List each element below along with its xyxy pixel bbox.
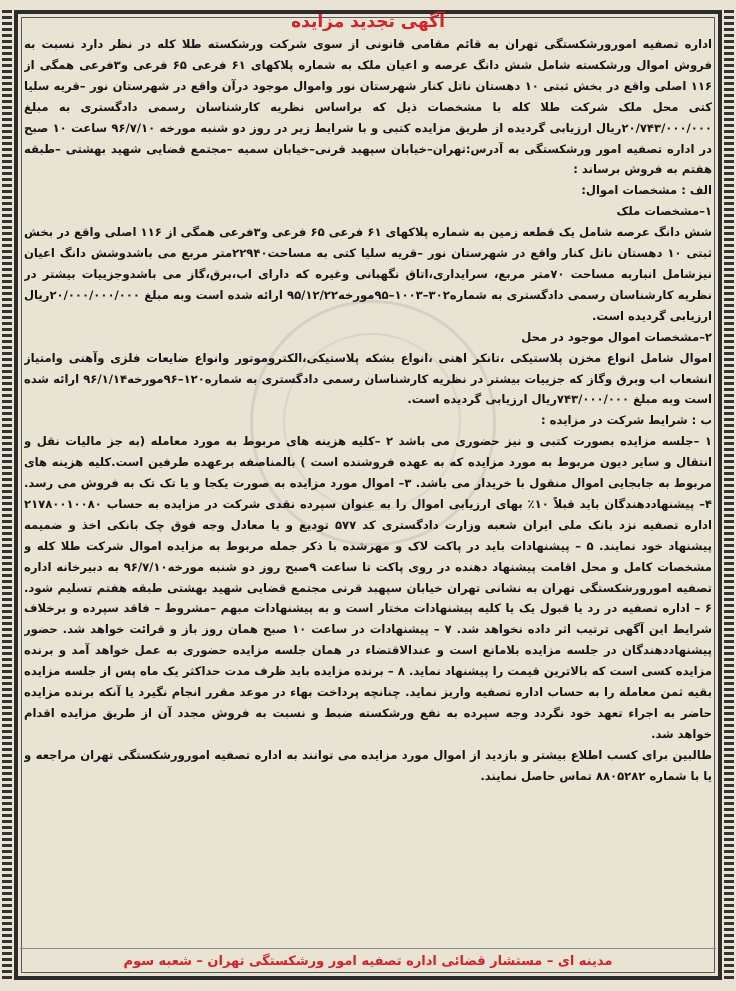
notice-footer: مدینه ای – مستشار قضائی اداره تصفیه امور ورشکستگی تهران – شعبه سوم bbox=[123, 954, 613, 969]
intro-paragraph: اداره تصفیه امورورشکستگی تهران به قائم مقامی قانونی از سوی شرکت ورشکسته طلا کله در نظر دارد نسبت به فروش اموال ورشکسته شامل شش دانگ عرصه و اعیان ملک به شماره پلاکهای ۶۱ فرعی ۶۵ فرعی و۳فرعی همگی از ۱۱۶ اصلی واقع در بخش ثبتی ۱۰ دهستان ناتل کنار شهرستان نور واموال موجود درآن واقع در شهرستان نور –قریه سلیا کتی محل ملک شرکت طلا کله با مشخصات ذیل که براساس نظریه کارشناسان رسمی دادگستری به مبلغ ۲۰/۷۴۳/۰۰۰/۰۰۰ریال ارزیابی گردیده از طریق مزایده کتبی و با شرایط زیر در روز دو شنبه مورخه ۹۶/۷/۱۰ ساعت ۱۰ صبح در اداره تصفیه امور ورشکستگی به آدرس:تهران–خیابان سپهبد قرنی–خیابان سمیه –مجتمع قضایی شهید بهشتی –طبقه هفتم به فروش برساند : bbox=[24, 37, 712, 177]
item2-heading: ۲–مشخصات اموال موجود در محل bbox=[521, 329, 712, 344]
section-b-heading: ب : شرایط شرکت در مزایده : bbox=[540, 413, 712, 428]
item2-paragraph: اموال شامل انواع مخزن پلاستیکی ،تانکر اهنی ،انواع بشکه پلاستیکی،الکتروموتور وانواع ضایعات فلزی وآهنی وامتیاز انشعاب اب وبرق وگاز که جزییات بیشتر در نظریه کارشناسان رسمی دادگستری به شماره۱۲۰–۹۶مورخه۹۶/۱/۱۴ ارائه شده است وبه مبلغ ۷۴۳/۰۰۰/۰۰۰ریال ارزیابی گردیده است. bbox=[24, 350, 712, 407]
notice-title: آگهی تجدید مزایده bbox=[291, 12, 445, 32]
decorative-left-border bbox=[2, 10, 12, 980]
conditions-paragraph: ۱ –جلسه مزایده بصورت کتبی و نیز حضوری می باشد ۲ –کلیه هزینه های مربوط به مورد معامله (به جز مالیات نقل و انتقال و سایر دیون مربوط به مورد مزایده که به عهده فروشنده است ) بالمناصفه برعهده طرفین است.کلیه هزینه های مربوط به جابجایی اموال منقول با خریدار می باشد. ۳– اموال مورد مزایده به صورت یکجا و یا تک تک به فروش می رسد. ۴– پیشنهاددهندگان باید قبلاً ۱۰٪ بهای ارزیابی اموال را به عنوان سپرده نقدی شرکت در مزایده به حساب ۲۱۷۸۰۰۱۰۰۸۰ اداره تصفیه نزد بانک ملی ایران شعبه وزارت دادگستری کد ۵۷۷ تودیع و یا معادل وجه فوق چک بانکی اخذ و ضمیمه پیشنهاد خود نمایند. ۵ – پیشنهادات باید در پاکت لاک و مهرشده با ذکر جمله مربوط به مزایده اموال شرکت طلا کله و مشخصات کامل و محل اقامت پیشنهاد دهنده در روی پاکت تا ساعت ۹صبح روز دو شنبه مورخه۹۶/۷/۱۰ به دبیرخانه اداره تصفیه امورورشکستگی تهران به نشانی تهران خیابان سپهبد قرنی مجتمع قضایی شهید بهشتی طبقه هفتم تسلیم شود. ۶ – اداره تصفیه در رد یا قبول یک یا کلیه پیشنهادات مختار است و به پیشنهادات مبهم –مشروط – فاقد سپرده و برخلاف شرایط این آگهی ترتیب اثر داده نخواهد شد. ۷ – پیشنهادات در ساعت ۱۰ صبح همان روز باز و قرائت خواهد شد. حضور پیشنهاددهندگان در جلسه مزایده بلامانع است و عندالاقتضاء در همان جلسه مزایده حضوری به عمل خواهد آمد و برنده مزایده کسی است که بالاترین قیمت را پیشنهاد نماید. ۸ – برنده مزایده باید ظرف مدت حداکثر یک ماه پس از جلسه مزایده بقیه ثمن معامله را به حساب اداره تصفیه واریز نماید. چنانچه پرداخت بهاء در موعد مقرر انجام نگیرد یا آنکه برنده مزایده حاضر به اجراء تعهد خود نگردد وجه سپرده به نفع ورشکسته ضبط و نسبت به فروش مجدد آن از طریق مزایده اقدام خواهد شد. bbox=[24, 434, 712, 741]
item1-paragraph: شش دانگ عرصه شامل یک قطعه زمین به شماره پلاکهای ۶۱ فرعی ۶۵ فرعی و۳فرعی همگی از ۱۱۶ اصلی واقع در بخش ثبتی ۱۰ دهستان ناتل کنار واقع در شهرستان نور –قریه سلیا کتی به مساحت۲۲۹۴۰متر مربع می باشدوشش دانگ اعیان نیزشامل انباربه مساحت ۷۰متر مربع، سرایداری،اتاق نگهبانی وغیره که دارای اب،برق،گاز می باشدوجزییات بیشتر در نظریه کارشناسان رسمی دادگستری به شماره۳۰۲–۱۰۰۳–۹۵مورخه۹۵/۱۲/۲۲ ارائه شده است وبه مبلغ ۲۰/۰۰۰/۰۰۰/۰۰۰ریال ارزیابی گردیده است. bbox=[24, 225, 712, 323]
closing-paragraph: طالبین برای کسب اطلاع بیشتر و بازدید از اموال مورد مزایده می توانند به اداره تصفیه امورورشکستگی تهران مراجعه و یا با شماره ۸۸۰۵۲۸۲ تماس حاصل نمایند. bbox=[24, 747, 712, 783]
notice-body bbox=[24, 34, 712, 944]
footer-divider bbox=[20, 948, 716, 949]
item1-heading: ۱–مشخصات ملک bbox=[616, 204, 712, 219]
decorative-right-border bbox=[724, 10, 734, 980]
section-a-heading: الف : مشخصات اموال: bbox=[581, 183, 712, 198]
